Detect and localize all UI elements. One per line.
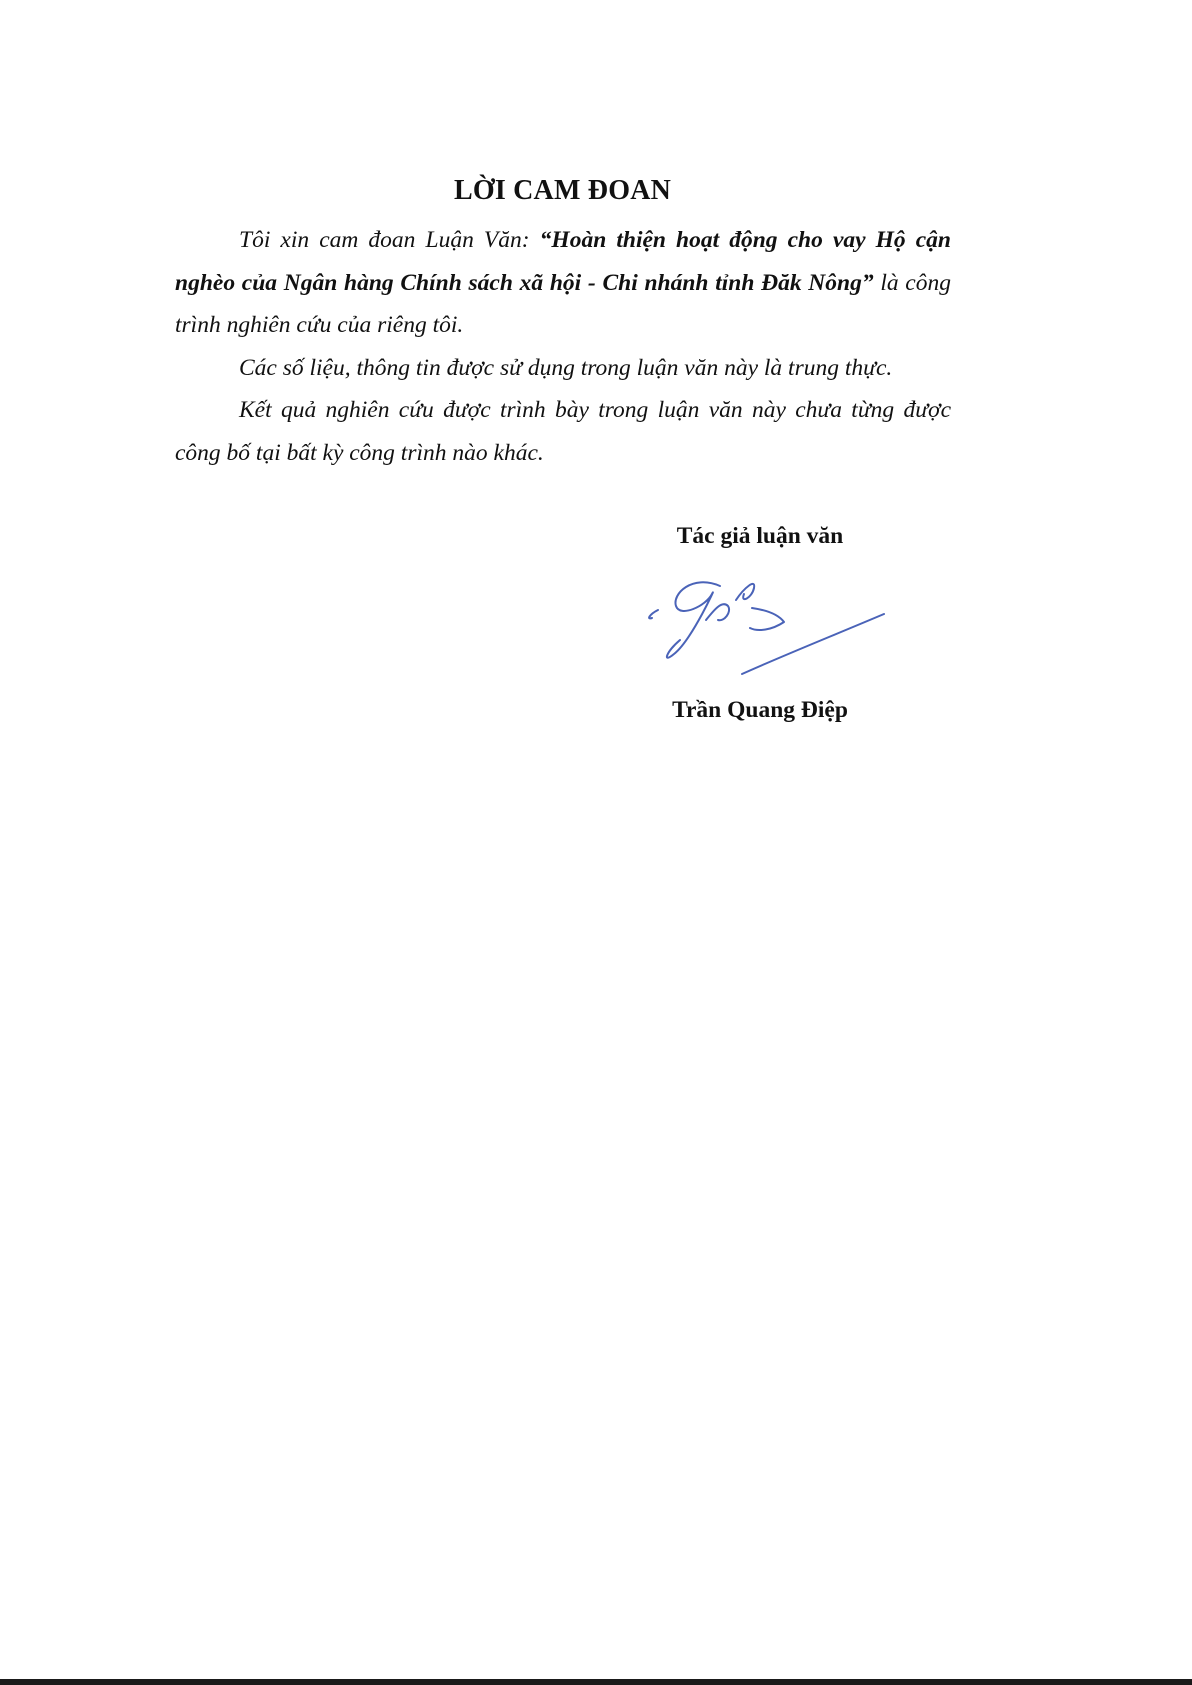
page-title: LỜI CAM ĐOAN [453,175,672,206]
declaration-body [175,219,951,474]
page-bottom-border [0,1679,1192,1685]
declaration-paragraph-2: Các số liệu, thông tin được sử dụng trong luận văn này là trung thực. [239,354,893,381]
paragraph-outro: là công trình nghiên cứu của riêng tôi. [175,269,951,338]
signature-heading: Tác giả luận văn [676,523,844,549]
declaration-paragraph-3: Kết quả nghiên cứu được trình bày trong luận văn này chưa từng được công bố tại bất kỳ công trình nào khác. [175,397,951,466]
author-name: Trần Quang Điệp [672,697,848,723]
thesis-title: “Hoàn thiện hoạt động cho vay Hộ cận nghèo của Ngân hàng Chính sách xã hội - Chi nhánh tỉnh Đăk Nông” [175,227,951,296]
declaration-paragraph-1 [175,219,951,347]
handwritten-signature [632,566,892,676]
signature-block [580,518,940,554]
paragraph-intro: Tôi xin cam đoan Luận Văn: [239,227,540,253]
